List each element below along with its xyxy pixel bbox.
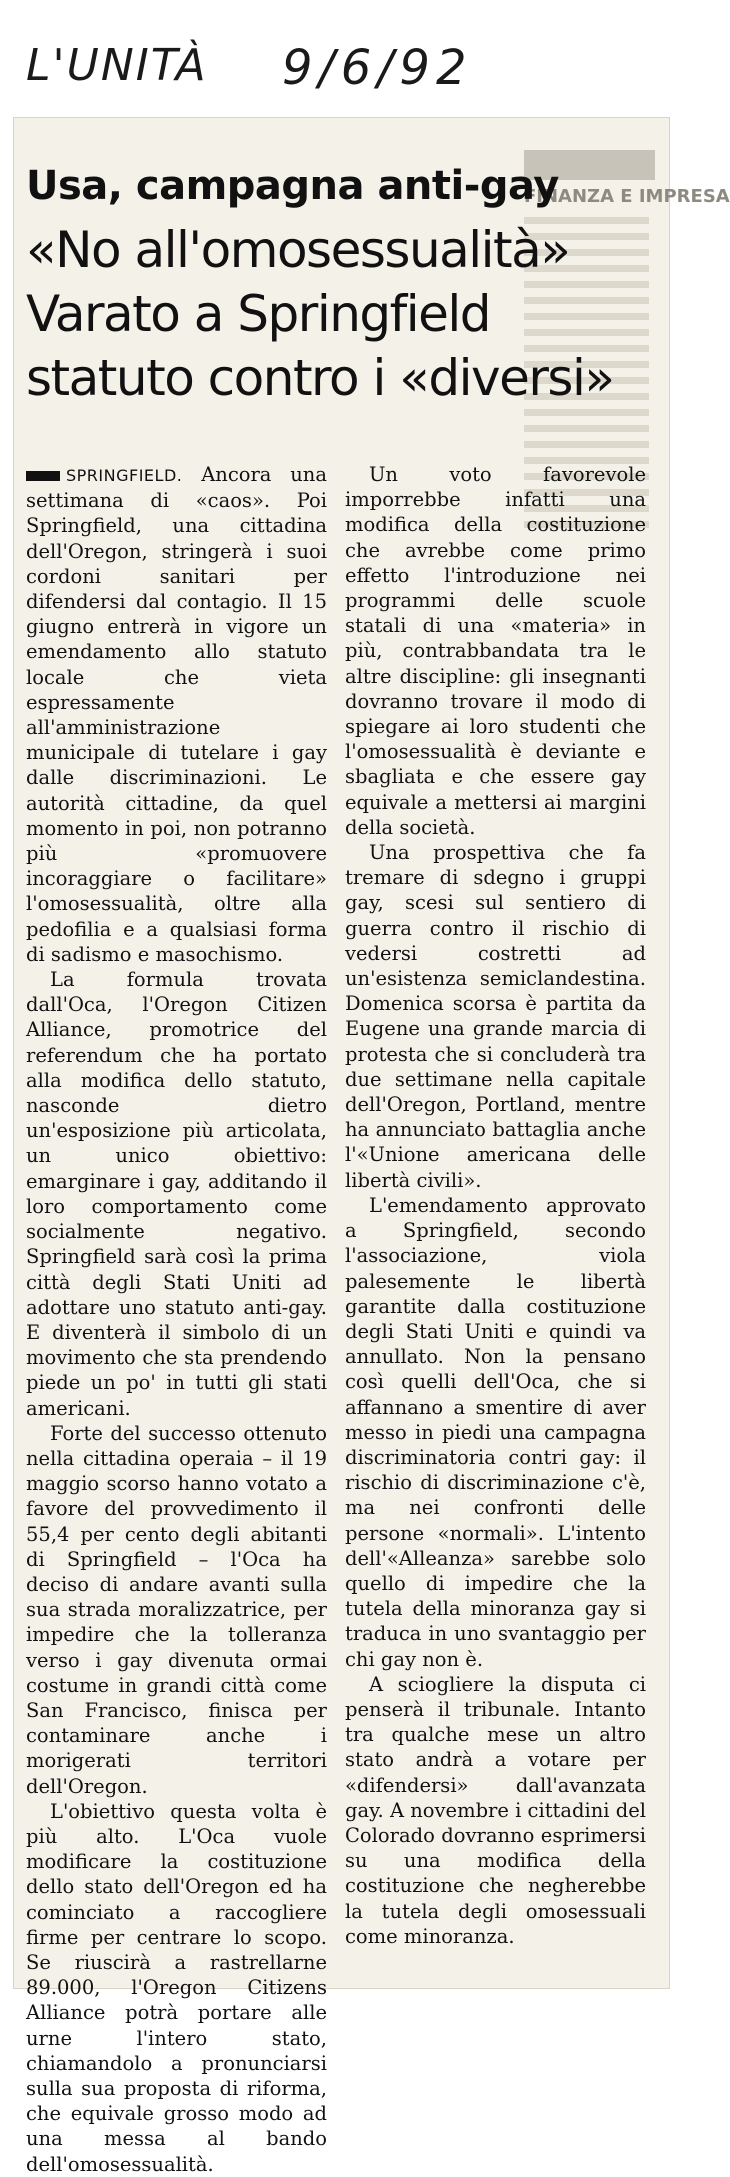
headline-line: Varato a Springfield	[26, 285, 491, 343]
paragraph: Un voto favorevole imporrebbe infatti una modifica della costituzione che avrebbe come primo effetto l'introduzione nei programmi delle scuole statali di una «materia» in più, contrabbandata tra le altre discipline: gli insegnanti dovranno trovare il modo di spiegare ai loro studenti che l'omosessualità è deviante e sbagliata e che essere gay equivale a mettersi ai margini della società.	[345, 463, 646, 839]
paragraph-text: Ancora una settimana di «caos». Poi Springfield, una cittadina dell'Oregon, stringerà i suoi cordoni sanitari per difendersi dal contagio. Il 15 giugno entrerà in vigore un emendamento allo statuto locale che vieta espressamente all'amministrazione municipale di tutelare i gay dalle discriminazioni. Le autorità cittadine, da quel momento in poi, non potranno più «promuovere incoraggiare o facilitare» l'omosessualità, oltre alla pedofilia e a qualsiasi forma di sadismo e masochismo.	[26, 463, 327, 966]
article-body	[26, 462, 646, 2177]
adjacent-heading: FINANZA E IMPRESA	[524, 186, 730, 207]
article-header	[26, 160, 646, 410]
paragraph	[26, 462, 327, 967]
column-left	[26, 462, 327, 2177]
column-right	[345, 462, 646, 2177]
paragraph: Una prospettiva che fa tremare di sdegno i gruppi gay, scesi sul sentiero di guerra contro il rischio di vedersi costretti ad un'esistenza semiclandestina. Domenica scorsa è partita da Eugene una grande marcia di protesta che si concluderà tra due settimane nella capitale dell'Oregon, Portland, mentre ha annunciato battaglia anche l'«Unione americana delle libertà civili».	[345, 841, 646, 1192]
kicker: Usa, campagna anti-gay	[26, 163, 559, 209]
dateline: SPRINGFIELD.	[66, 466, 183, 485]
paragraph: Forte del successo ottenuto nella cittadina operaia – il 19 maggio scorso hanno votato a favore del provvedimento il 55,4 per cento degli abitanti di Springfield – l'Oca ha deciso di andare avanti sulla sua strada moralizzatrice, per impedire che la tolleranza verso i gay divenuta ormai costume in grandi città come San Francisco, finisca per contaminare anche i morigerati territori dell'Oregon.	[26, 1421, 327, 1798]
paragraph: L'emendamento approvato a Springfield, secondo l'associazione, viola palesemente le libertà garantite dalla costituzione degli Stati Uniti e quindi va annullato. Non la pensano così quelli dell'Oca, che si affannano a smentire di aver messo in piedi una campagna discriminatoria contri gay: il rischio di discriminazione c'è, ma nei confronti delle persone «normali». L'intento dell'«Alleanza» sarebbe solo quello di impedire che la tutela della minoranza gay si traduca in uno svantaggio per chi gay non è.	[345, 1193, 646, 1671]
dateline-bar	[26, 471, 60, 481]
handwritten-source: L'UNITÀ	[26, 40, 208, 91]
headline-line: «No all'omosessualità»	[26, 221, 570, 279]
handwritten-date: 9/6/92	[282, 40, 473, 96]
paragraph: L'obiettivo questa volta è più alto. L'Oca vuole modificare la costituzione dello stato dell'Oregon ed ha cominciato a raccogliere firme per centrare lo scopo. Se riuscirà a rastrellarne 89.000, l'Oregon Citizens Alliance potrà portare alle urne l'intero stato, chiamandolo a pronunciarsi sulla sua proposta di riforma, che equivale grosso modo ad una messa al bando dell'omosessualità.	[26, 1799, 327, 2176]
paragraph: La formula trovata dall'Oca, l'Oregon Citizen Alliance, promotrice del referendum che ha portato alla modifica dello statuto, nasconde dietro un'esposizione più articolata, un unico obiettivo: emarginare i gay, additando il loro comportamento come socialmente negativo. Springfield sarà così la prima città degli Stati Uniti ad adottare uno statuto anti-gay. E diventerà il simbolo di un movimento che sta prendendo piede un po' in tutti gli stati americani.	[26, 968, 327, 1420]
paragraph: A sciogliere la disputa ci penserà il tribunale. Intanto tra qualche mese un altro stato andrà a votare per «difendersi» dall'avanzata gay. A novembre i cittadini del Colorado dovranno esprimersi su una modifica della costituzione che negherebbe la tutela degli omosessuali come minoranza.	[345, 1672, 646, 1948]
headline-line: statuto contro i «diversi»	[26, 349, 614, 407]
headline	[26, 218, 646, 410]
